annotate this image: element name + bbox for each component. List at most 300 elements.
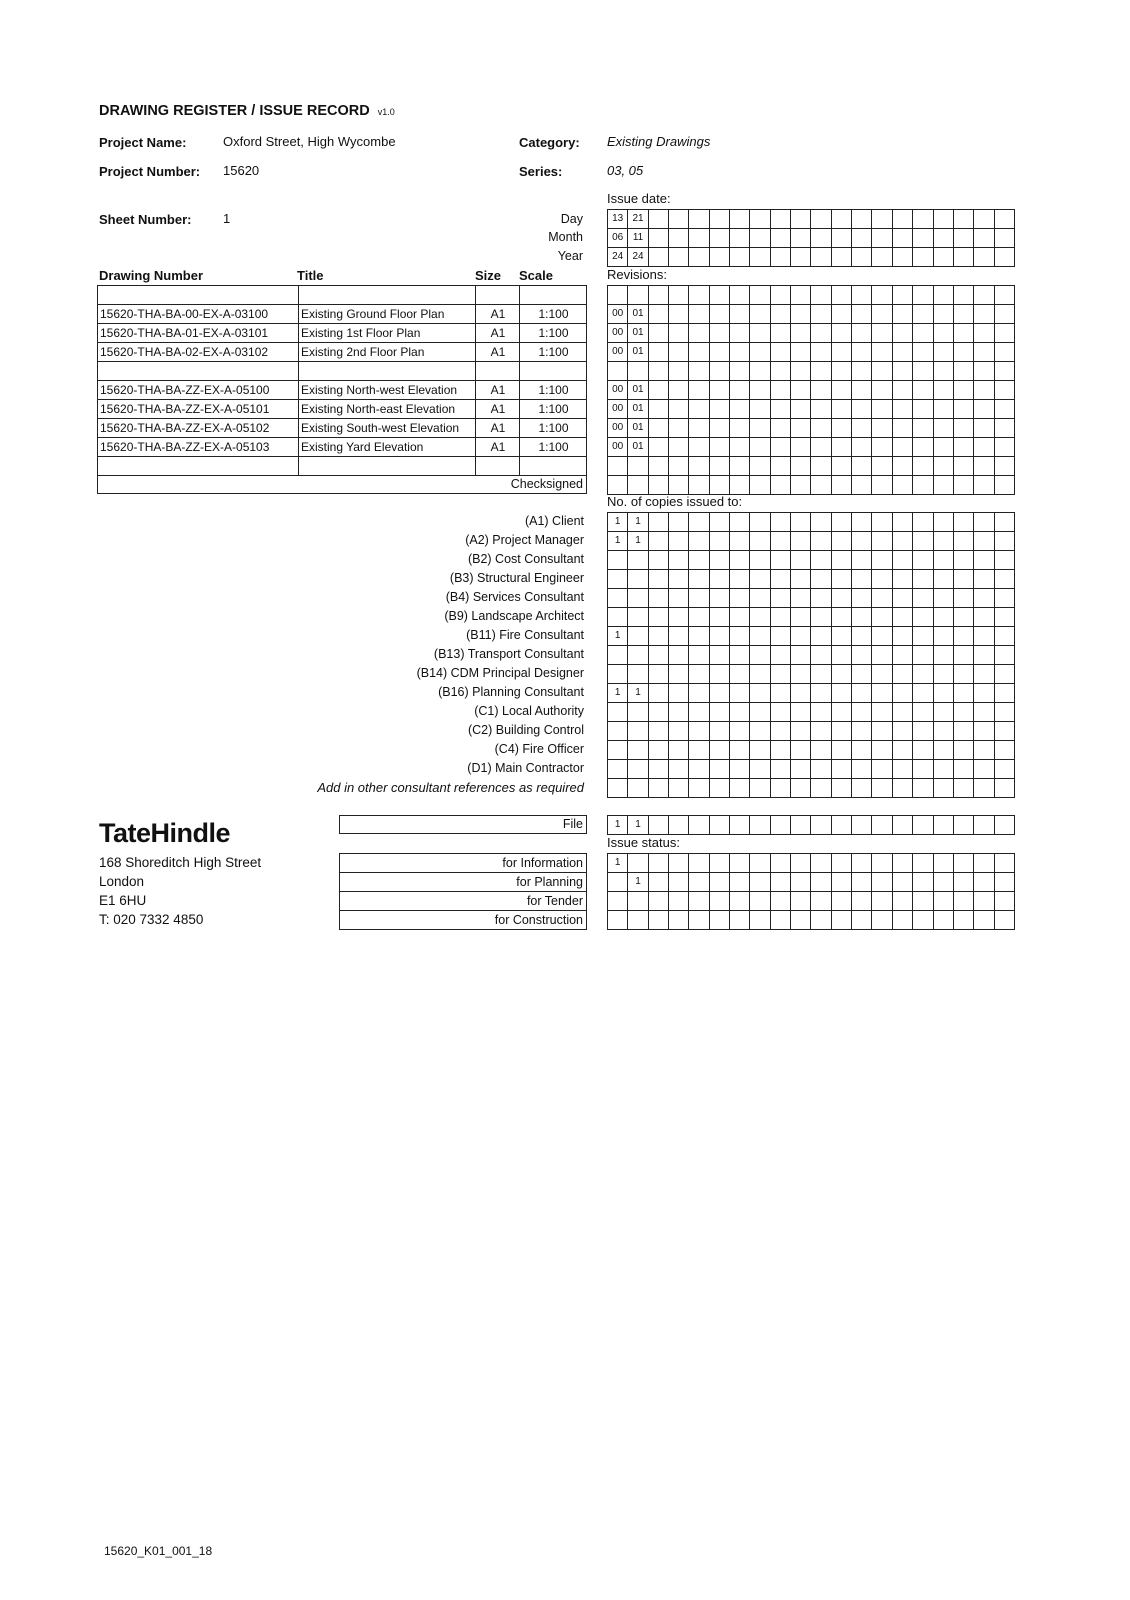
grid-cell xyxy=(771,684,791,703)
grid-cell xyxy=(649,551,669,570)
footer-reference: 15620_K01_001_18 xyxy=(104,1544,213,1558)
grid-cell xyxy=(995,873,1015,892)
grid-cell xyxy=(628,892,648,911)
grid-cell xyxy=(669,854,689,873)
grid-cell xyxy=(934,438,954,457)
grid-cell: 1 xyxy=(608,627,628,646)
grid-cell xyxy=(974,722,994,741)
grid-cell xyxy=(872,343,892,362)
grid-cell xyxy=(974,684,994,703)
grid-cell xyxy=(710,779,730,798)
grid-cell xyxy=(872,362,892,381)
grid-cell xyxy=(995,248,1015,267)
grid-cell xyxy=(852,816,872,835)
grid-cell xyxy=(771,665,791,684)
grid-cell xyxy=(893,400,913,419)
col-drawing-number: Drawing Number xyxy=(99,268,204,283)
grid-cell xyxy=(649,892,669,911)
grid-cell xyxy=(852,722,872,741)
grid-cell xyxy=(710,532,730,551)
grid-cell xyxy=(811,741,831,760)
grid-cell xyxy=(832,570,852,589)
grid-cell xyxy=(710,703,730,722)
grid-cell xyxy=(913,343,933,362)
issue-status-label: Issue status: xyxy=(607,835,680,850)
grid-cell xyxy=(852,551,872,570)
grid-cell xyxy=(771,589,791,608)
grid-cell xyxy=(872,381,892,400)
grid-cell xyxy=(669,286,689,305)
grid-cell xyxy=(954,324,974,343)
drawing-title: Existing North-east Elevation xyxy=(298,400,476,418)
category-value: Existing Drawings xyxy=(607,134,711,149)
grid-cell xyxy=(995,532,1015,551)
grid-cell: 1 xyxy=(628,816,648,835)
grid-cell xyxy=(811,665,831,684)
grid-cell xyxy=(913,892,933,911)
grid-cell xyxy=(893,589,913,608)
grid-cell xyxy=(811,248,831,267)
grid-cell xyxy=(974,324,994,343)
grid-cell xyxy=(689,684,709,703)
grid-cell xyxy=(893,362,913,381)
grid-cell xyxy=(628,911,648,930)
grid-cell xyxy=(608,779,628,798)
grid-cell xyxy=(893,513,913,532)
company-logo: TateHindle xyxy=(99,818,231,848)
grid-cell xyxy=(791,608,811,627)
grid-cell xyxy=(913,438,933,457)
grid-cell xyxy=(649,760,669,779)
grid-cell xyxy=(974,892,994,911)
grid-cell xyxy=(750,476,770,495)
grid-cell xyxy=(791,816,811,835)
grid-cell xyxy=(954,892,974,911)
grid-cell xyxy=(995,210,1015,229)
grid-cell xyxy=(893,438,913,457)
grid-cell xyxy=(995,570,1015,589)
grid-cell xyxy=(689,362,709,381)
grid-cell xyxy=(730,646,750,665)
grid-cell xyxy=(893,684,913,703)
grid-cell xyxy=(832,646,852,665)
grid-cell xyxy=(628,760,648,779)
grid-cell xyxy=(608,741,628,760)
grid-cell xyxy=(669,779,689,798)
grid-cell xyxy=(974,438,994,457)
grid-cell xyxy=(913,229,933,248)
address-phone: T: 020 7332 4850 xyxy=(99,912,204,927)
grid-cell: 06 xyxy=(608,229,628,248)
grid-cell xyxy=(872,324,892,343)
grid-cell xyxy=(608,703,628,722)
grid-cell xyxy=(669,816,689,835)
grid-cell xyxy=(872,419,892,438)
grid-cell xyxy=(608,570,628,589)
grid-cell xyxy=(811,438,831,457)
grid-cell xyxy=(669,703,689,722)
grid-cell xyxy=(811,381,831,400)
grid-cell xyxy=(649,419,669,438)
grid-cell xyxy=(669,362,689,381)
grid-cell xyxy=(974,760,994,779)
grid-row xyxy=(608,684,1015,703)
recipient-label: (D1) Main Contractor xyxy=(467,761,584,775)
grid-cell xyxy=(995,286,1015,305)
grid-cell xyxy=(852,248,872,267)
grid-row xyxy=(608,627,1015,646)
grid-cell xyxy=(995,400,1015,419)
grid-cell xyxy=(669,684,689,703)
grid-cell xyxy=(852,229,872,248)
series-value: 03, 05 xyxy=(607,163,644,178)
grid-cell xyxy=(628,608,648,627)
grid-cell xyxy=(628,589,648,608)
grid-cell xyxy=(791,703,811,722)
grid-cell xyxy=(791,324,811,343)
grid-cell xyxy=(893,210,913,229)
grid-cell xyxy=(934,760,954,779)
grid-cell xyxy=(730,229,750,248)
grid-cell xyxy=(730,816,750,835)
grid-cell xyxy=(771,532,791,551)
grid-cell xyxy=(852,911,872,930)
grid-cell xyxy=(689,589,709,608)
grid-row xyxy=(608,438,1015,457)
grid-cell xyxy=(811,589,831,608)
grid-cell xyxy=(832,741,852,760)
grid-cell: 00 xyxy=(608,419,628,438)
grid-cell xyxy=(669,324,689,343)
drawing-scale xyxy=(519,362,587,380)
recipient-label: (C4) Fire Officer xyxy=(494,742,584,756)
drawing-number: 15620-THA-BA-ZZ-EX-A-05103 xyxy=(100,440,270,454)
grid-cell xyxy=(995,892,1015,911)
grid-cell xyxy=(608,476,628,495)
grid-cell xyxy=(832,627,852,646)
grid-cell xyxy=(649,911,669,930)
grid-cell xyxy=(913,286,933,305)
version-label: v1.0 xyxy=(377,107,395,117)
grid-cell xyxy=(730,873,750,892)
grid-cell xyxy=(608,608,628,627)
checksigned-row xyxy=(97,475,587,494)
grid-cell: 00 xyxy=(608,324,628,343)
grid-cell xyxy=(893,854,913,873)
grid-cell xyxy=(649,381,669,400)
address-postcode: E1 6HU xyxy=(99,893,147,908)
grid-cell xyxy=(832,381,852,400)
grid-cell xyxy=(893,381,913,400)
drawing-title: Existing 1st Floor Plan xyxy=(298,324,476,342)
grid-cell xyxy=(913,248,933,267)
drawing-size: A1 xyxy=(475,381,520,399)
grid-cell xyxy=(730,305,750,324)
grid-cell xyxy=(710,665,730,684)
grid-cell xyxy=(750,457,770,476)
grid-cell xyxy=(995,760,1015,779)
grid-cell xyxy=(750,892,770,911)
grid-cell xyxy=(649,457,669,476)
drawing-size: A1 xyxy=(475,438,520,456)
grid-cell xyxy=(974,741,994,760)
grid-cell xyxy=(750,873,770,892)
grid-cell xyxy=(852,286,872,305)
grid-cell xyxy=(974,608,994,627)
grid-cell xyxy=(811,854,831,873)
grid-cell xyxy=(872,760,892,779)
grid-cell xyxy=(974,703,994,722)
grid-cell xyxy=(832,305,852,324)
grid-cell xyxy=(934,362,954,381)
grid-cell xyxy=(791,362,811,381)
grid-cell xyxy=(710,324,730,343)
grid-cell xyxy=(852,381,872,400)
grid-cell: 00 xyxy=(608,438,628,457)
grid-cell xyxy=(649,362,669,381)
grid-cell xyxy=(649,248,669,267)
grid-cell xyxy=(811,210,831,229)
grid-cell xyxy=(954,760,974,779)
grid-cell xyxy=(771,305,791,324)
grid-cell xyxy=(771,551,791,570)
grid-cell xyxy=(689,381,709,400)
grid-cell xyxy=(750,362,770,381)
grid-cell xyxy=(689,324,709,343)
drawing-title: Existing South-west Elevation xyxy=(298,419,476,437)
grid-cell xyxy=(730,210,750,229)
grid-cell xyxy=(934,513,954,532)
grid-cell xyxy=(669,305,689,324)
grid-cell xyxy=(649,343,669,362)
grid-cell xyxy=(710,627,730,646)
grid-cell xyxy=(628,551,648,570)
grid-cell xyxy=(995,779,1015,798)
recipient-label: (B3) Structural Engineer xyxy=(449,571,584,585)
grid-cell xyxy=(791,570,811,589)
grid-row xyxy=(608,722,1015,741)
grid-cell xyxy=(954,400,974,419)
year-label: Year xyxy=(557,249,583,263)
issue-status-item: for Planning xyxy=(340,873,586,892)
grid-cell xyxy=(934,854,954,873)
grid-cell xyxy=(934,381,954,400)
grid-cell xyxy=(893,324,913,343)
grid-cell xyxy=(832,362,852,381)
grid-cell xyxy=(669,608,689,627)
grid-cell xyxy=(934,873,954,892)
drawing-scale: 1:100 xyxy=(519,400,587,418)
grid-cell xyxy=(832,248,852,267)
grid-cell xyxy=(791,457,811,476)
grid-cell xyxy=(872,248,892,267)
grid-cell xyxy=(913,684,933,703)
grid-cell xyxy=(832,457,852,476)
grid-cell xyxy=(750,381,770,400)
grid-cell xyxy=(750,438,770,457)
grid-cell xyxy=(649,646,669,665)
grid-cell xyxy=(649,873,669,892)
grid-row xyxy=(608,400,1015,419)
grid-cell xyxy=(954,911,974,930)
grid-cell xyxy=(913,400,933,419)
grid-cell xyxy=(832,854,852,873)
grid-cell xyxy=(730,476,750,495)
grid-cell xyxy=(852,400,872,419)
grid-cell xyxy=(750,854,770,873)
grid-cell xyxy=(852,608,872,627)
grid-cell xyxy=(669,210,689,229)
grid-cell xyxy=(771,779,791,798)
grid-cell xyxy=(954,476,974,495)
issue-status-item: for Tender xyxy=(340,892,586,911)
grid-cell: 1 xyxy=(608,532,628,551)
grid-cell xyxy=(669,229,689,248)
grid-row xyxy=(608,779,1015,798)
grid-cell xyxy=(811,570,831,589)
grid-cell xyxy=(913,816,933,835)
grid-cell xyxy=(750,229,770,248)
grid-cell xyxy=(852,438,872,457)
grid-cell xyxy=(872,911,892,930)
grid-cell xyxy=(974,513,994,532)
grid-cell xyxy=(832,816,852,835)
grid-cell xyxy=(954,873,974,892)
grid-cell xyxy=(832,419,852,438)
grid-row xyxy=(608,854,1015,873)
grid-cell xyxy=(832,400,852,419)
recipient-label: (C2) Building Control xyxy=(467,723,584,737)
grid-cell xyxy=(934,551,954,570)
grid-cell xyxy=(689,760,709,779)
grid-cell xyxy=(730,703,750,722)
grid-cell xyxy=(750,210,770,229)
grid-cell xyxy=(771,741,791,760)
grid-cell xyxy=(649,722,669,741)
grid-cell xyxy=(872,665,892,684)
grid-cell: 01 xyxy=(628,381,648,400)
grid-cell xyxy=(669,400,689,419)
grid-cell xyxy=(649,779,669,798)
grid-cell xyxy=(995,722,1015,741)
grid-cell xyxy=(811,324,831,343)
grid-cell xyxy=(669,457,689,476)
grid-cell xyxy=(750,513,770,532)
grid-cell xyxy=(872,816,892,835)
grid-cell xyxy=(832,286,852,305)
grid-cell xyxy=(832,324,852,343)
grid-cell xyxy=(974,873,994,892)
grid-cell: 00 xyxy=(608,305,628,324)
grid-cell xyxy=(852,892,872,911)
grid-cell xyxy=(934,684,954,703)
grid-cell: 1 xyxy=(628,513,648,532)
grid-cell xyxy=(811,873,831,892)
grid-cell xyxy=(852,324,872,343)
grid-cell xyxy=(791,513,811,532)
sheet-number-label: Sheet Number: xyxy=(99,212,192,227)
grid-cell xyxy=(934,589,954,608)
grid-cell xyxy=(974,362,994,381)
drawing-number xyxy=(100,457,295,475)
grid-cell xyxy=(689,816,709,835)
grid-cell xyxy=(689,551,709,570)
grid-cell xyxy=(750,248,770,267)
grid-cell xyxy=(832,703,852,722)
grid-cell xyxy=(811,608,831,627)
grid-cell xyxy=(710,816,730,835)
grid-cell xyxy=(669,532,689,551)
grid-cell xyxy=(811,457,831,476)
drawing-size xyxy=(475,286,520,304)
drawing-row xyxy=(97,342,587,361)
grid-cell xyxy=(893,627,913,646)
grid-cell xyxy=(852,854,872,873)
grid-row xyxy=(608,229,1015,248)
grid-cell xyxy=(689,419,709,438)
grid-cell xyxy=(954,816,974,835)
grid-cell xyxy=(954,362,974,381)
grid-cell xyxy=(710,854,730,873)
grid-cell xyxy=(934,210,954,229)
grid-cell xyxy=(913,210,933,229)
grid-cell xyxy=(669,381,689,400)
grid-row xyxy=(608,665,1015,684)
grid-cell xyxy=(689,627,709,646)
grid-cell xyxy=(974,248,994,267)
grid-cell xyxy=(811,722,831,741)
grid-cell xyxy=(995,419,1015,438)
recipient-label: (B14) CDM Principal Designer xyxy=(416,666,584,680)
grid-cell xyxy=(852,343,872,362)
grid-cell xyxy=(689,229,709,248)
grid-cell xyxy=(832,684,852,703)
grid-cell xyxy=(893,457,913,476)
grid-cell xyxy=(872,400,892,419)
grid-cell xyxy=(689,248,709,267)
grid-cell xyxy=(872,286,892,305)
grid-cell xyxy=(689,457,709,476)
grid-cell xyxy=(832,476,852,495)
drawing-title: Existing 2nd Floor Plan xyxy=(298,343,476,361)
grid-cell: 00 xyxy=(608,343,628,362)
grid-cell xyxy=(689,305,709,324)
grid-cell xyxy=(974,419,994,438)
grid-cell xyxy=(832,608,852,627)
grid-cell xyxy=(872,589,892,608)
grid-cell xyxy=(913,741,933,760)
grid-cell xyxy=(730,854,750,873)
grid-cell xyxy=(995,305,1015,324)
grid-cell xyxy=(893,305,913,324)
grid-cell xyxy=(995,911,1015,930)
grid-cell xyxy=(628,741,648,760)
grid-cell xyxy=(771,400,791,419)
grid-cell xyxy=(852,589,872,608)
grid-cell xyxy=(689,286,709,305)
grid-cell xyxy=(913,305,933,324)
grid-cell xyxy=(649,589,669,608)
grid-cell xyxy=(832,210,852,229)
grid-cell xyxy=(872,703,892,722)
drawing-number: 15620-THA-BA-01-EX-A-03101 xyxy=(100,326,269,340)
grid-cell xyxy=(628,722,648,741)
grid-cell xyxy=(689,722,709,741)
grid-cell xyxy=(974,210,994,229)
grid-cell xyxy=(750,665,770,684)
grid-cell xyxy=(750,911,770,930)
grid-row xyxy=(608,381,1015,400)
